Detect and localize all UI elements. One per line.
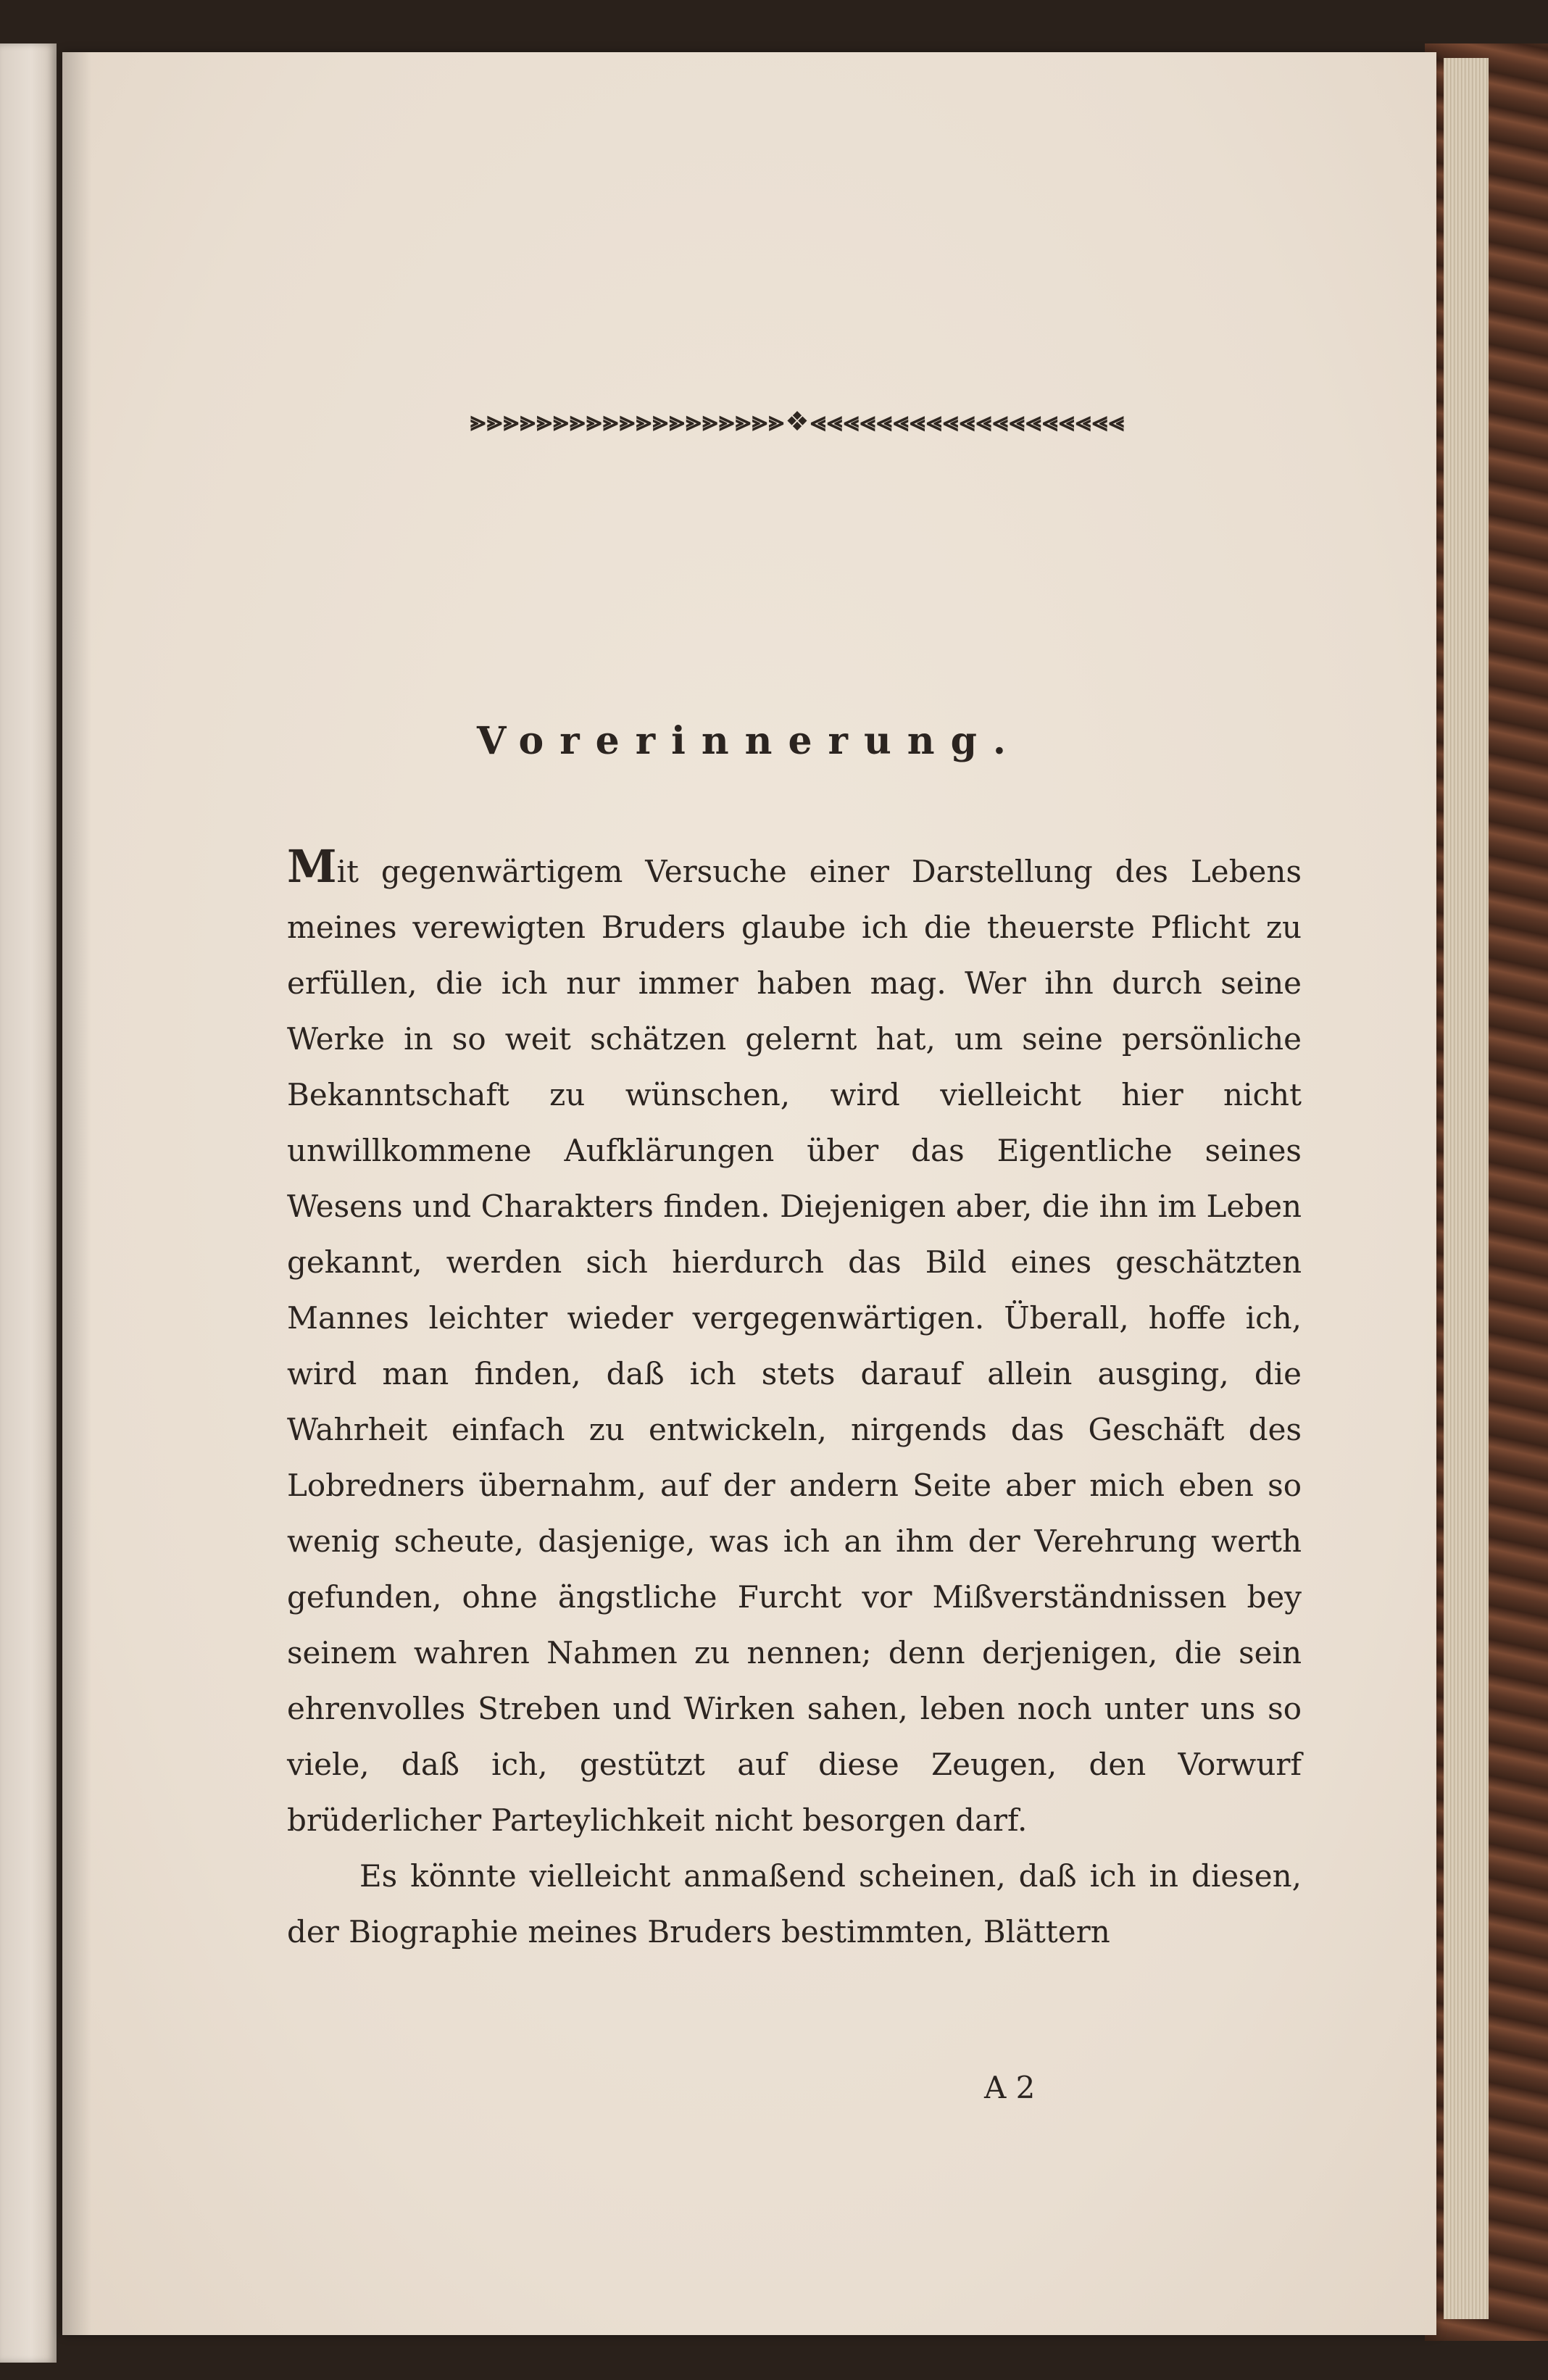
page-edges (1444, 58, 1489, 2319)
signature-mark: A 2 (984, 2070, 1036, 2105)
body-text (287, 839, 1302, 1960)
paragraph: Es könnte vielleicht anmaßend scheinen, daß ich in diesen, der Biographie meines Bruders bestimmten, Blättern (287, 1858, 1302, 1950)
previous-page-edge (0, 43, 57, 2363)
ornament-rule: ⪢⪢⪢⪢⪢⪢⪢⪢⪢⪢⪢⪢⪢⪢⪢⪢⪢⪢⪢❖⪡⪡⪡⪡⪡⪡⪡⪡⪡⪡⪡⪡⪡⪡⪡⪡⪡⪡⪡ (470, 406, 1126, 437)
page-heading: Vorerinnerung. (476, 719, 1023, 763)
paragraph: Mit gegenwärtigem Versuche einer Darstellung des Lebens meines verewigten Bruders glaube ich die theuerste Pflicht zu erfüllen, die ich nur immer haben mag. Wer ihn durch seine Werke in so weit schätzen gelernt hat, um seine persönliche Bekanntschaft zu wünschen, wird vielleicht hier nicht unwillkommene Aufklärungen über das Eigentliche seines Wesens und Charakters finden. Diejenigen aber, die ihn im Leben gekannt, werden sich hierdurch das Bild eines geschätzten Mannes leichter wieder vergegenwärtigen. Überall, hoffe ich, wird man finden, daß ich stets darauf allein ausging, die Wahrheit einfach zu entwickeln, nirgends das Geschäft des Lobredners übernahm, auf der andern Seite aber mich eben so wenig scheute, dasjenige, was ich an ihm der Verehrung werth gefunden, ohne ängstliche Furcht vor Mißverständnissen bey seinem wahren Nahmen zu nennen; denn derjenigen, die sein ehrenvolles Streben und Wirken sahen, leben noch unter uns so viele, daß ich, gestützt auf diese Zeugen, den Vorwurf brüderlicher Parteylichkeit nicht besorgen darf. (287, 840, 1302, 1838)
book-page (62, 52, 1436, 2335)
